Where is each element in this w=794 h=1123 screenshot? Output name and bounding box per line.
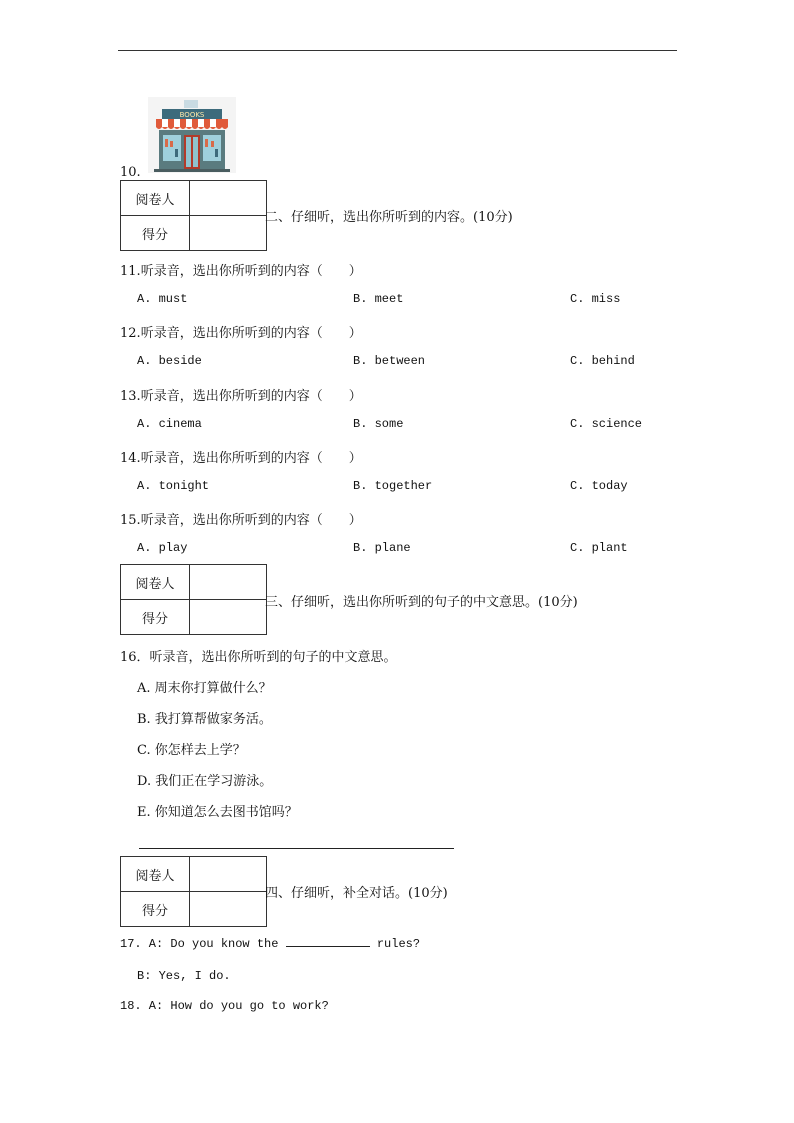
reviewer-cell[interactable] xyxy=(190,857,267,892)
question-number: 12. xyxy=(120,326,141,341)
option-c[interactable]: C. science xyxy=(570,417,643,431)
question-prompt: 听录音，选出你所听到的内容（ ） xyxy=(140,513,362,528)
reviewer-label: 阅卷人 xyxy=(121,857,190,892)
q17-text-pre: 17. A: Do you know the xyxy=(120,937,279,951)
bookstore-illustration xyxy=(148,97,236,173)
question-18-a: 18. A: How do you go to work? xyxy=(120,999,329,1013)
option-c[interactable]: C. miss xyxy=(570,292,621,306)
score-label: 得分 xyxy=(121,600,190,635)
question-15 xyxy=(120,509,362,528)
option-b[interactable]: B. meet xyxy=(353,292,404,306)
question-13 xyxy=(120,385,362,404)
option-e[interactable]: E. 你知道怎么去图书馆吗？ xyxy=(137,805,298,820)
question-17-b: B: Yes, I do. xyxy=(137,969,231,983)
option-a[interactable]: A. play xyxy=(137,541,188,555)
option-a[interactable]: A. 周末你打算做什么？ xyxy=(137,681,272,696)
option-c[interactable]: C. 你怎样去上学？ xyxy=(137,743,246,758)
score-cell[interactable] xyxy=(190,600,267,635)
reviewer-cell[interactable] xyxy=(190,181,267,216)
option-c[interactable]: C. today xyxy=(570,479,628,493)
option-c[interactable]: C. plant xyxy=(570,541,628,555)
reviewer-label: 阅卷人 xyxy=(121,565,190,600)
question-prompt: 听录音，选出你所听到的内容（ ） xyxy=(140,389,362,404)
option-b[interactable]: B. some xyxy=(353,417,404,431)
reviewer-cell[interactable] xyxy=(190,565,267,600)
header-rule xyxy=(118,50,677,51)
option-b[interactable]: B. plane xyxy=(353,541,411,555)
question-prompt: 听录音，选出你所听到的内容（ ） xyxy=(140,264,362,279)
score-label: 得分 xyxy=(121,216,190,251)
option-b[interactable]: B. between xyxy=(353,354,426,368)
option-a[interactable]: A. beside xyxy=(137,354,202,368)
question-12 xyxy=(120,322,362,341)
score-table-section-4 xyxy=(120,856,267,927)
question-number: 15. xyxy=(120,513,141,528)
option-b[interactable]: B. together xyxy=(353,479,433,493)
option-c[interactable]: C. behind xyxy=(570,354,635,368)
question-11 xyxy=(120,260,362,279)
question-10-number: 10. xyxy=(120,165,141,180)
score-label: 得分 xyxy=(121,892,190,927)
question-number: 11. xyxy=(120,264,141,279)
section-2-title: 二、仔细听，选出你所听到的内容。(10分) xyxy=(265,210,513,225)
score-table-section-3 xyxy=(120,564,267,635)
score-cell[interactable] xyxy=(190,892,267,927)
option-a[interactable]: A. cinema xyxy=(137,417,202,431)
answer-line[interactable] xyxy=(139,848,454,849)
question-prompt: 听录音，选出你所听到的内容（ ） xyxy=(140,451,362,466)
question-14 xyxy=(120,447,362,466)
q17-text-post: rules? xyxy=(376,937,421,951)
q17-blank[interactable] xyxy=(286,936,370,947)
option-b[interactable]: B. 我打算帮做家务活。 xyxy=(137,712,272,727)
section-4-title: 四、仔细听，补全对话。(10分) xyxy=(265,886,448,901)
option-a[interactable]: A. must xyxy=(137,292,188,306)
section-3-title: 三、仔细听，选出你所听到的句子的中文意思。(10分) xyxy=(265,595,578,610)
sign-text: BOOKS xyxy=(179,111,205,119)
question-17-a xyxy=(120,936,420,951)
question-prompt: 听录音，选出你所听到的内容（ ） xyxy=(140,326,362,341)
score-table-section-2 xyxy=(120,180,267,251)
option-d[interactable]: D. 我们正在学习游泳。 xyxy=(137,774,273,789)
question-number: 14. xyxy=(120,451,141,466)
question-number: 13. xyxy=(120,389,141,404)
question-16: 16．听录音，选出你所听到的句子的中文意思。 xyxy=(120,650,397,665)
option-a[interactable]: A. tonight xyxy=(137,479,210,493)
score-cell[interactable] xyxy=(190,216,267,251)
reviewer-label: 阅卷人 xyxy=(121,181,190,216)
